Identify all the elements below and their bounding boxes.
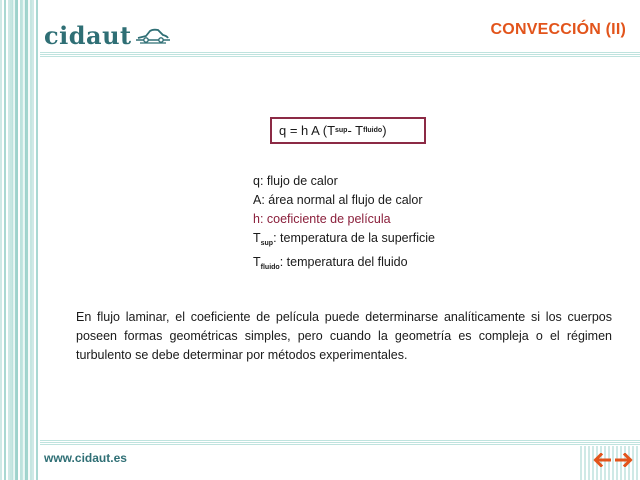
definition-tfluido — [253, 253, 435, 277]
footer-url: www.cidaut.es — [44, 451, 127, 465]
definition-tfluido-text: : temperatura del fluido — [279, 255, 408, 269]
definition-tfluido-symbol: T — [253, 255, 261, 269]
definition-tsup-text: : temperatura de la superficie — [273, 231, 435, 245]
formula-lhs: q = h A (T — [279, 123, 336, 138]
definitions-list — [253, 172, 435, 277]
definition-tfluido-sub: fluido — [260, 264, 280, 271]
formula-mid: - T — [347, 123, 364, 138]
slide-title: CONVECCIÓN (II) — [490, 21, 626, 38]
formula-sub-fluido: fluido — [363, 127, 383, 134]
definition-tsup — [253, 229, 435, 253]
definition-a: A: área normal al flujo de calor — [253, 193, 423, 207]
formula-box — [270, 117, 426, 144]
header-divider — [40, 52, 640, 57]
logo — [44, 20, 170, 50]
header — [0, 0, 640, 60]
footer — [0, 440, 640, 480]
definition-tsup-symbol: T — [253, 231, 261, 245]
footer-divider — [40, 440, 640, 445]
formula-end: ) — [382, 123, 387, 138]
logo-text: cidaut — [44, 20, 132, 50]
prev-slide-button[interactable] — [592, 450, 612, 470]
car-icon — [136, 25, 170, 45]
arrow-right-icon — [615, 453, 633, 467]
body-paragraph: En flujo laminar, el coeficiente de película puede determinarse analíticamente si los cuerpos poseen formas geométricas simples, pero cuando la geometría es compleja o el régimen turbulento se debe determinar por métodos experimentales. — [76, 310, 612, 362]
arrow-left-icon — [593, 453, 611, 467]
next-slide-button[interactable] — [614, 450, 634, 470]
definition-h: h: coeficiente de película — [253, 212, 391, 226]
definition-q: q: flujo de calor — [253, 174, 338, 188]
definition-tsup-sub: sup — [260, 240, 274, 247]
left-decorative-stripes — [0, 0, 40, 480]
formula-sub-sup: sup — [335, 127, 348, 134]
